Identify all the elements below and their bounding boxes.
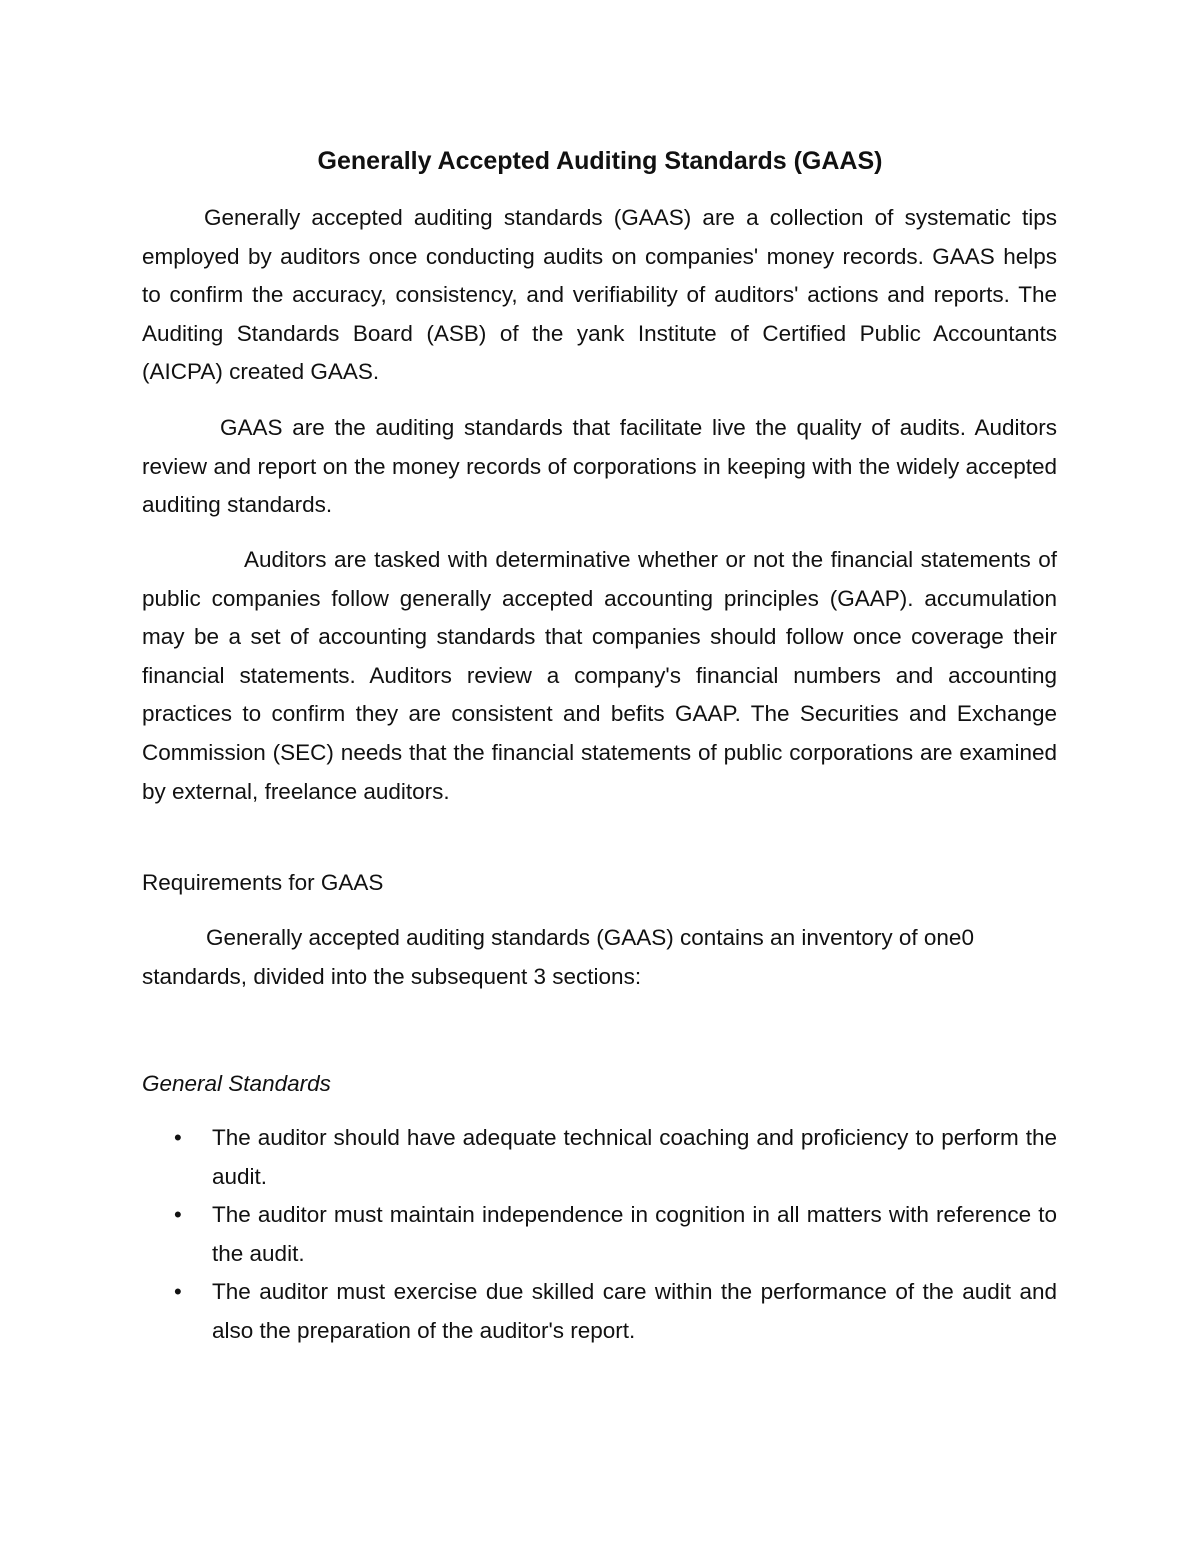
- list-item: [142, 1273, 1057, 1350]
- auditors-paragraph: Auditors are tasked with determinative whether or not the financial statements of public companies follow generally accepted accounting principles (GAAP). accumulation may be a set of accounting standards that companies should follow once coverage their financial statements. Auditors review a company's financial numbers and accounting practices to confirm they are consistent and befits GAAP. The Securities and Exchange Commission (SEC) needs that the financial statements of public corporations are examined by external, freelance auditors.: [142, 547, 1057, 804]
- list-item-text: The auditor must maintain independence in cognition in all matters with reference to the audit.: [212, 1202, 1057, 1266]
- intro-paragraph: Generally accepted auditing standards (GAAS) are a collection of systematic tips employed by auditors once conducting audits on companies' money records. GAAS helps to confirm the accuracy, consistency, and verifiability of auditors' actions and reports. The Auditing Standards Board (ASB) of the yank Institute of Certified Public Accountants (AICPA) created GAAS.: [142, 205, 1057, 385]
- requirements-paragraph: Generally accepted auditing standards (GAAS) contains an inventory of one0 standards, divided into the subsequent 3 sections:: [142, 925, 974, 989]
- requirements-heading: Requirements for GAAS: [142, 870, 384, 895]
- general-standards-heading: General Standards: [142, 1071, 331, 1096]
- general-standards-list: [142, 1119, 1057, 1351]
- list-item-text: The auditor must exercise due skilled care within the performance of the audit and also the preparation of the auditor's report.: [212, 1279, 1057, 1343]
- list-item: [142, 1196, 1057, 1273]
- bullet-icon: •: [174, 1279, 182, 1305]
- bullet-icon: •: [174, 1202, 182, 1228]
- page-title: Generally Accepted Auditing Standards (GAAS): [317, 147, 883, 175]
- list-item-text: The auditor should have adequate technical coaching and proficiency to perform the audit.: [212, 1125, 1057, 1189]
- list-item: [142, 1119, 1057, 1196]
- bullet-icon: •: [174, 1125, 182, 1150]
- quality-paragraph: GAAS are the auditing standards that facilitate live the quality of audits. Auditors review and report on the money records of corporations in keeping with the widely accepted auditing standards.: [142, 415, 1057, 518]
